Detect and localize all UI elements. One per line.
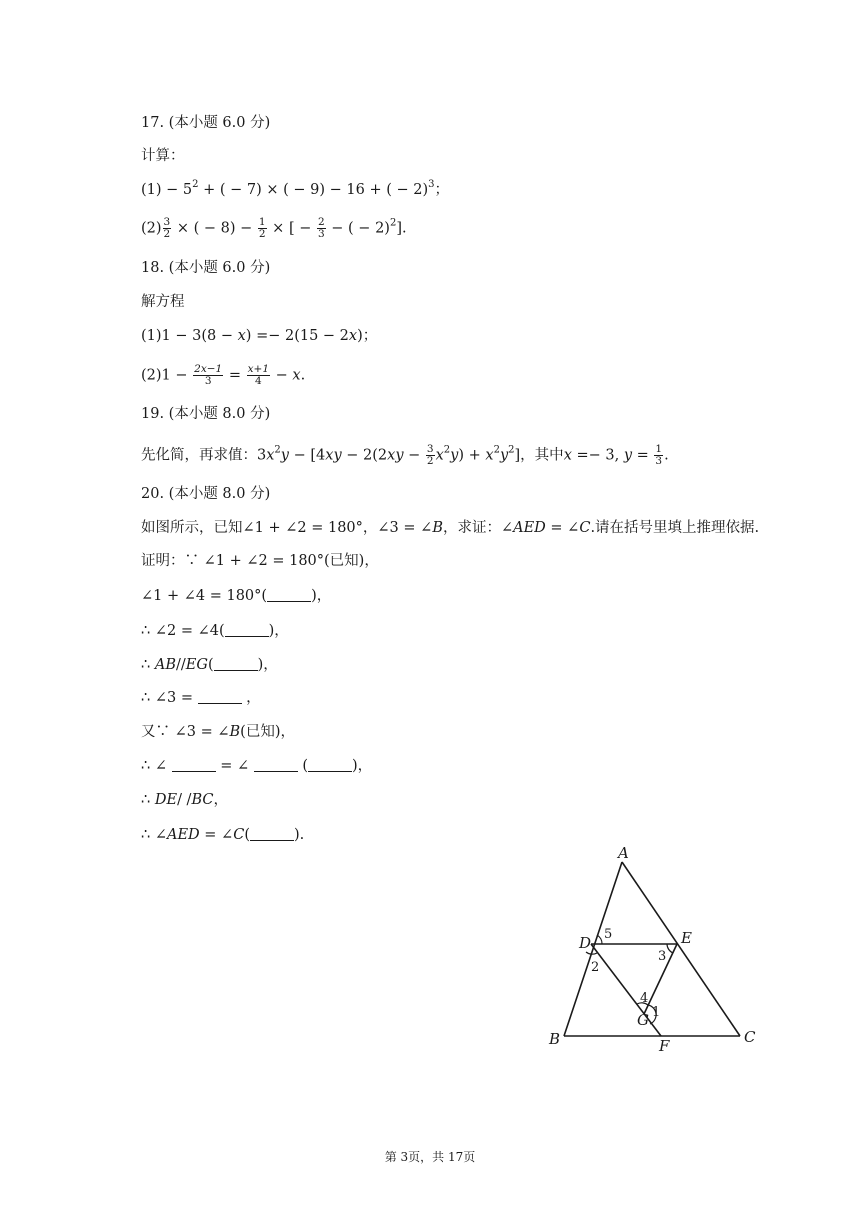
label-C: C xyxy=(744,1028,756,1046)
proof-line-6: 又∵ ∠3 = ∠B(已知)， xyxy=(141,724,295,740)
proof-line-7: ∴ ∠ = ∠ ( )， xyxy=(141,758,373,774)
q17-part2: (2) $\frac{3}{2}$ × ( − 8) − $\frac{1}{2}$ × [ − $\frac{2}{3}$ − ( − 2)$^2$]. xyxy=(141,216,407,240)
answer-blank[interactable] xyxy=(214,656,258,671)
q18-header: 18. (本小题 6.0 分) xyxy=(141,260,271,276)
label-E: E xyxy=(681,929,692,947)
label-D: D xyxy=(579,934,592,952)
proof-line-3: ∴ ∠2 = ∠4( )， xyxy=(141,623,289,639)
geometry-figure xyxy=(540,840,770,1070)
answer-blank[interactable] xyxy=(250,826,294,841)
proof-line-1: 证明：∵ ∠1 + ∠2 = 180°(已知)， xyxy=(141,553,379,569)
answer-blank[interactable] xyxy=(198,689,242,704)
q20-header: 20. (本小题 8.0 分) xyxy=(141,486,271,502)
label-F: F xyxy=(659,1037,670,1055)
answer-blank[interactable] xyxy=(172,757,216,772)
label-B: B xyxy=(549,1030,561,1048)
answer-blank[interactable] xyxy=(225,622,269,637)
q18-part2: (2)1 − $\frac{2x-1}{3}$ = $\frac{x+1}{4}$ − x. xyxy=(141,363,306,387)
segment-AB xyxy=(564,862,622,1036)
q17-header: 17. (本小题 6.0 分) xyxy=(141,115,271,131)
q20-statement: 如图所示，已知∠1 + ∠2 = 180°，∠3 = ∠B，求证：∠AED = ∠C.请在括号里填上推理依据. xyxy=(141,520,760,536)
proof-line-8: ∴ DE/ /BC， xyxy=(141,792,228,808)
proof-line-5: ∴ ∠3 = ， xyxy=(141,690,261,706)
q19-header: 19. (本小题 8.0 分) xyxy=(141,406,271,422)
angle-mark-3 xyxy=(667,944,673,953)
q17-intro: 计算： xyxy=(141,148,185,164)
q18-intro: 解方程 xyxy=(141,294,185,310)
angle-label-3: 3 xyxy=(658,949,667,964)
angle-label-1: 1 xyxy=(652,1005,661,1020)
answer-blank[interactable] xyxy=(254,757,298,772)
segment-AC xyxy=(622,862,740,1036)
answer-blank[interactable] xyxy=(267,587,311,602)
q17-part1: $(1) - 5^2$ + ( − 7) × ( − 9) − 16 + ( − 2)$^3$； xyxy=(141,179,450,198)
segment-DF xyxy=(591,944,661,1036)
proof-line-2: ∠1 + ∠4 = 180°( )， xyxy=(141,588,332,604)
angle-label-5: 5 xyxy=(604,927,613,942)
proof-line-4: ∴ AB//EG( )， xyxy=(141,657,278,673)
label-A: A xyxy=(618,844,629,862)
page-footer: 第 3页，共 17页 xyxy=(384,1150,476,1164)
angle-label-2: 2 xyxy=(591,960,600,975)
q18-part1: (1)1 − 3(8 − x) =− 2(15 − 2x)； xyxy=(141,328,378,344)
angle-label-4: 4 xyxy=(640,991,649,1006)
label-G: G xyxy=(637,1011,649,1029)
proof-line-9: ∴ ∠AED = ∠C( ). xyxy=(141,827,305,843)
answer-blank[interactable] xyxy=(308,757,352,772)
q19-text: 先化简，再求值：$3x^2y - [4xy - 2(2xy$ − $\frac{3}{2}$ $x^2y) + x^2y^2$]，其中x =− 3, y = $\frac{1}{3}$ . xyxy=(141,443,669,467)
